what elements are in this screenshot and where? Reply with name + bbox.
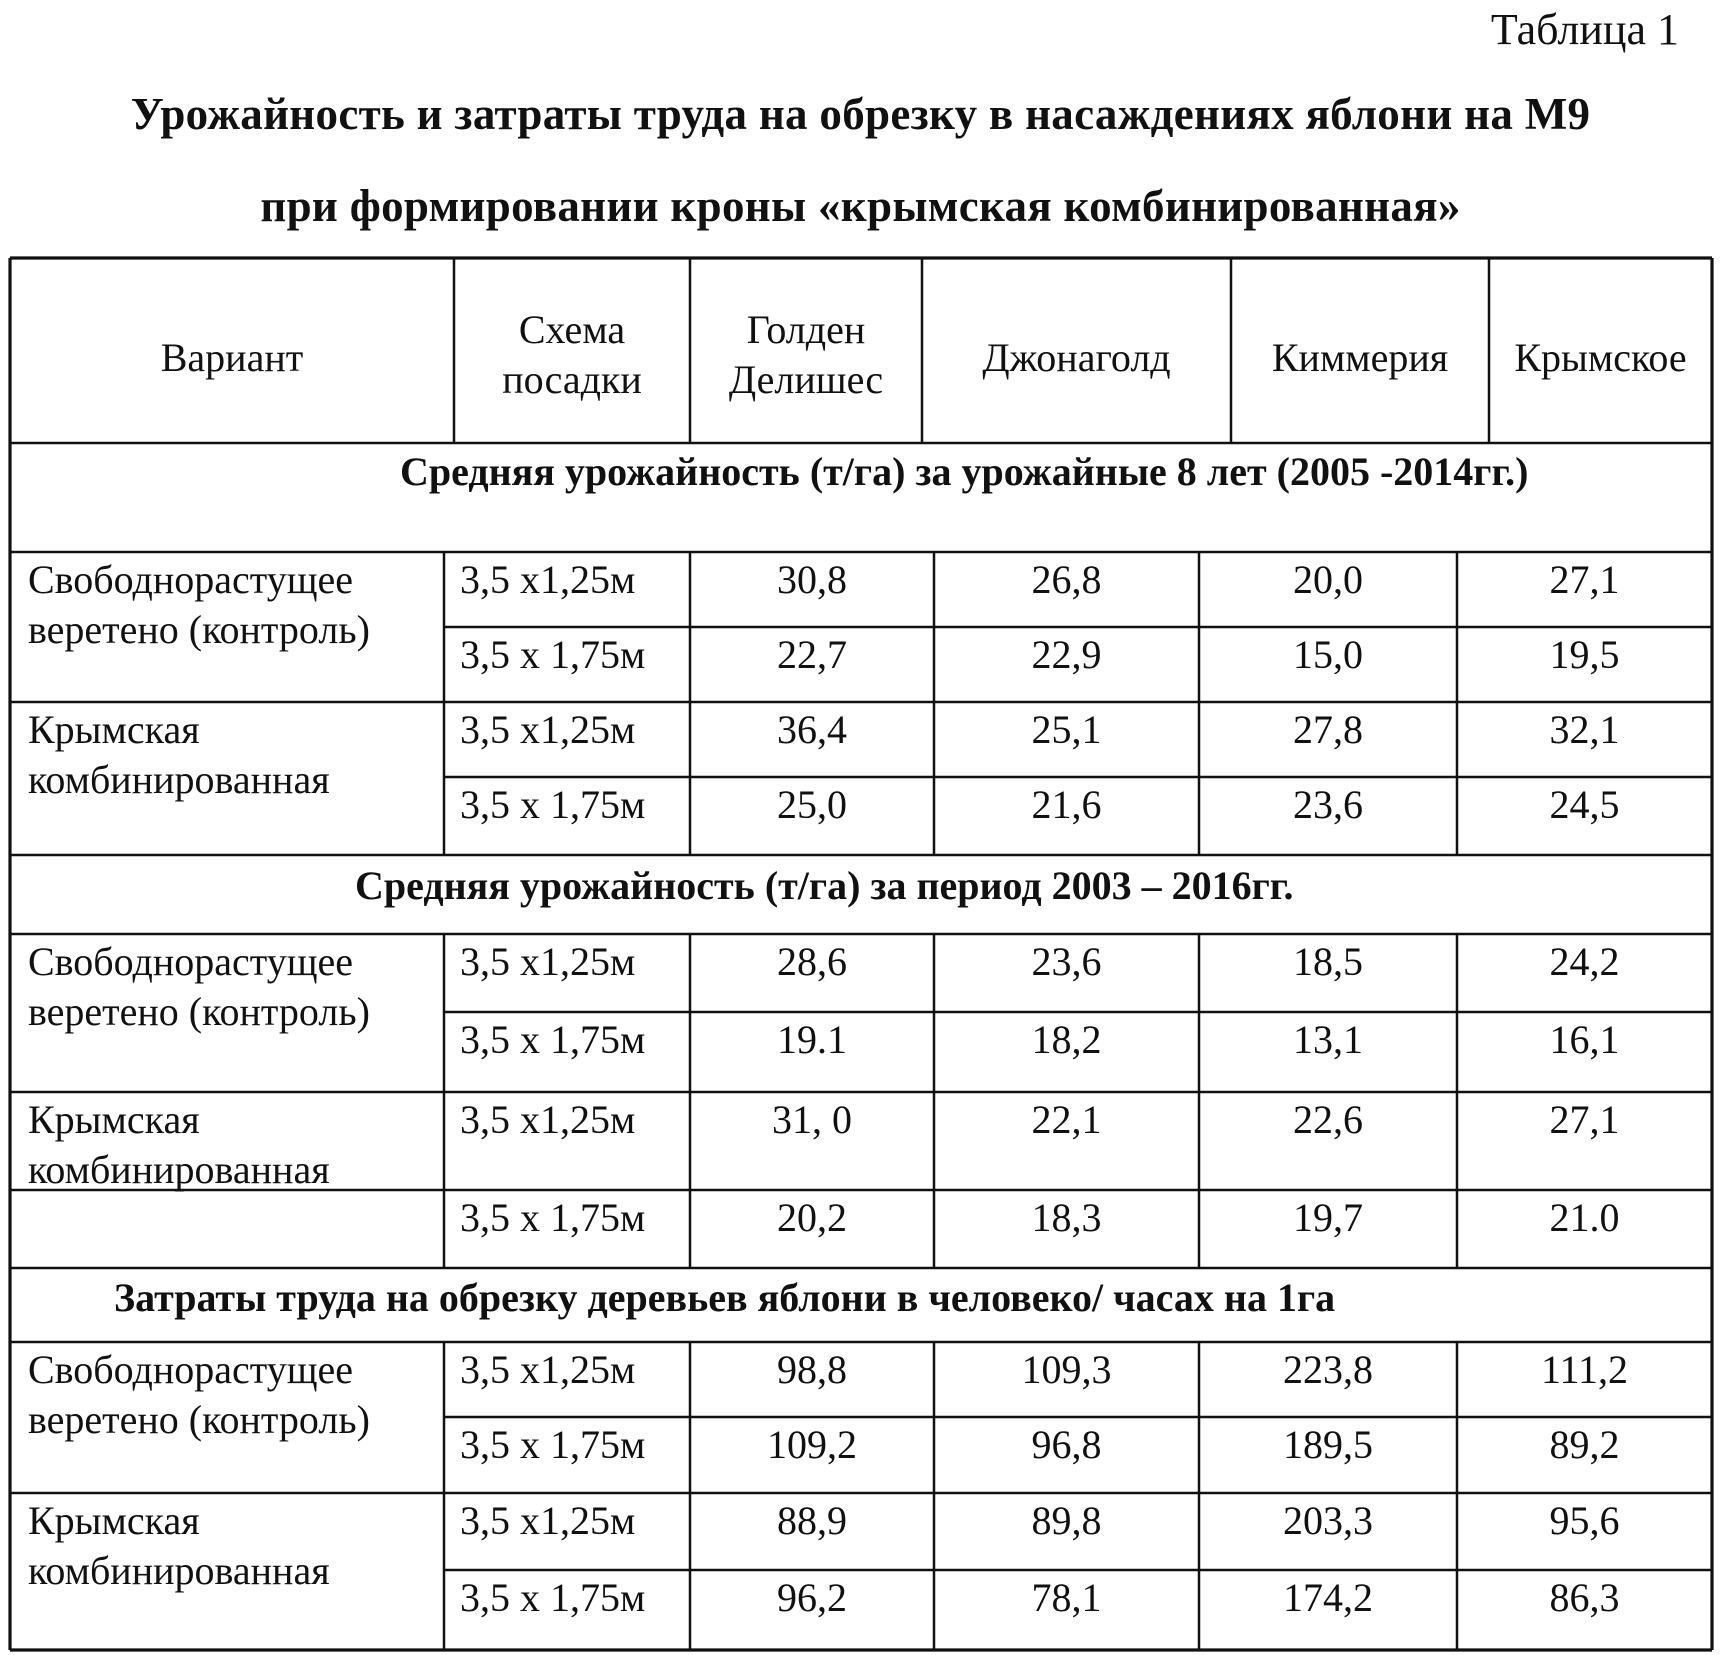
value-cell: 15,0 [1293, 632, 1363, 677]
value-cell: 109,3 [1021, 1347, 1112, 1392]
value-cell: 20,0 [1293, 557, 1363, 602]
value-cell: 21.0 [1549, 1195, 1620, 1240]
value-cell: 78,1 [1031, 1575, 1102, 1620]
variant-free-line-2: веретено (контроль) [28, 607, 370, 652]
value-cell: 21,6 [1031, 782, 1102, 827]
value-cell: 98,8 [777, 1347, 847, 1392]
table-number: Таблица 1 [1490, 5, 1679, 54]
value-cell: 109,2 [767, 1422, 857, 1467]
value-cell: 19.1 [777, 1017, 847, 1062]
value-cell: 22,1 [1031, 1097, 1102, 1142]
value-cell: 36,4 [777, 707, 847, 752]
scheme-cell: 3,5 х1,25м [460, 557, 636, 602]
scheme-cell: 3,5 х1,25м [460, 707, 636, 752]
value-cell: 13,1 [1293, 1017, 1363, 1062]
scheme-cell: 3,5 х 1,75м [460, 1195, 646, 1240]
value-cell: 96,2 [777, 1575, 847, 1620]
value-cell: 89,2 [1549, 1422, 1620, 1467]
value-cell: 27,1 [1549, 1097, 1620, 1142]
scheme-cell: 3,5 х 1,75м [460, 1017, 646, 1062]
value-cell: 27,8 [1293, 707, 1363, 752]
variant-crimean-line-2: комбинированная [28, 757, 330, 802]
variant-free-line-2: веретено (контроль) [28, 989, 370, 1034]
value-cell: 89,8 [1031, 1498, 1102, 1543]
value-cell: 18,5 [1293, 939, 1363, 984]
section-title-2: Средняя урожайность (т/га) за период 2003 – 2016гг. [355, 863, 1294, 908]
header-variant: Вариант [160, 335, 304, 380]
value-cell: 25,1 [1031, 707, 1102, 752]
variant-free-line-2: веретено (контроль) [28, 1397, 370, 1442]
value-cell: 30,8 [777, 557, 847, 602]
variant-free-line-1: Свободнорастущее [28, 939, 354, 984]
value-cell: 31, 0 [772, 1097, 852, 1142]
value-cell: 32,1 [1549, 707, 1620, 752]
variant-free-line-1: Свободнорастущее [28, 557, 354, 602]
table-title-line-2: при формировании кроны «крымская комбинированная» [260, 181, 1461, 231]
value-cell: 189,5 [1283, 1422, 1373, 1467]
value-cell: 19,7 [1293, 1195, 1363, 1240]
variant-crimean-line-1: Крымская [28, 707, 200, 752]
scheme-cell: 3,5 х1,25м [460, 939, 636, 984]
value-cell: 19,5 [1549, 632, 1620, 677]
value-cell: 18,3 [1031, 1195, 1102, 1240]
value-cell: 96,8 [1031, 1422, 1102, 1467]
scheme-cell: 3,5 х1,25м [460, 1097, 636, 1142]
value-cell: 18,2 [1031, 1017, 1102, 1062]
variant-free-line-1: Свободнорастущее [28, 1347, 354, 1392]
value-cell: 88,9 [777, 1498, 847, 1543]
section-title-1: Средняя урожайность (т/га) за урожайные 8 лет (2005 -2014гг.) [400, 449, 1529, 494]
scheme-cell: 3,5 х 1,75м [460, 1422, 646, 1467]
value-cell: 203,3 [1283, 1498, 1373, 1543]
value-cell: 22,9 [1031, 632, 1102, 677]
value-cell: 174,2 [1283, 1575, 1373, 1620]
scheme-cell: 3,5 х 1,75м [460, 782, 646, 827]
variant-crimean-line-1: Крымская [28, 1498, 200, 1543]
scheme-cell: 3,5 х1,25м [460, 1347, 636, 1392]
section-title-3: Затраты труда на обрезку деревьев яблони в человеко/ часах на 1га [114, 1275, 1336, 1320]
variant-crimean-line-1: Крымская [28, 1097, 200, 1142]
scheme-cell: 3,5 х 1,75м [460, 632, 646, 677]
header-kimmeria: Киммерия [1271, 335, 1449, 380]
value-cell: 23,6 [1293, 782, 1363, 827]
header-golden-line-1: Голден [746, 307, 866, 352]
value-cell: 27,1 [1549, 557, 1620, 602]
value-cell: 26,8 [1031, 557, 1102, 602]
value-cell: 111,2 [1540, 1347, 1629, 1392]
value-cell: 24,2 [1549, 939, 1620, 984]
table-title-line-1: Урожайность и затраты труда на обрезку в насаждениях яблони на М9 [130, 89, 1591, 139]
value-cell: 23,6 [1031, 939, 1102, 984]
value-cell: 95,6 [1549, 1498, 1620, 1543]
value-cell: 28,6 [777, 939, 847, 984]
value-cell: 16,1 [1549, 1017, 1620, 1062]
header-krymskoe: Крымское [1514, 335, 1687, 380]
header-scheme-line-2: посадки [502, 357, 642, 402]
value-cell: 24,5 [1549, 782, 1620, 827]
scheme-cell: 3,5 х 1,75м [460, 1575, 646, 1620]
header-scheme-line-1: Схема [518, 307, 626, 352]
scheme-cell: 3,5 х1,25м [460, 1498, 636, 1543]
variant-crimean-line-2: комбинированная [28, 1147, 330, 1192]
header-golden-line-2: Делишес [728, 357, 884, 402]
header-jonagold: Джонаголд [982, 335, 1171, 380]
variant-crimean-line-2: комбинированная [28, 1548, 330, 1593]
value-cell: 20,2 [777, 1195, 847, 1240]
value-cell: 22,6 [1293, 1097, 1363, 1142]
value-cell: 223,8 [1283, 1347, 1373, 1392]
value-cell: 22,7 [777, 632, 847, 677]
value-cell: 86,3 [1549, 1575, 1620, 1620]
value-cell: 25,0 [777, 782, 847, 827]
